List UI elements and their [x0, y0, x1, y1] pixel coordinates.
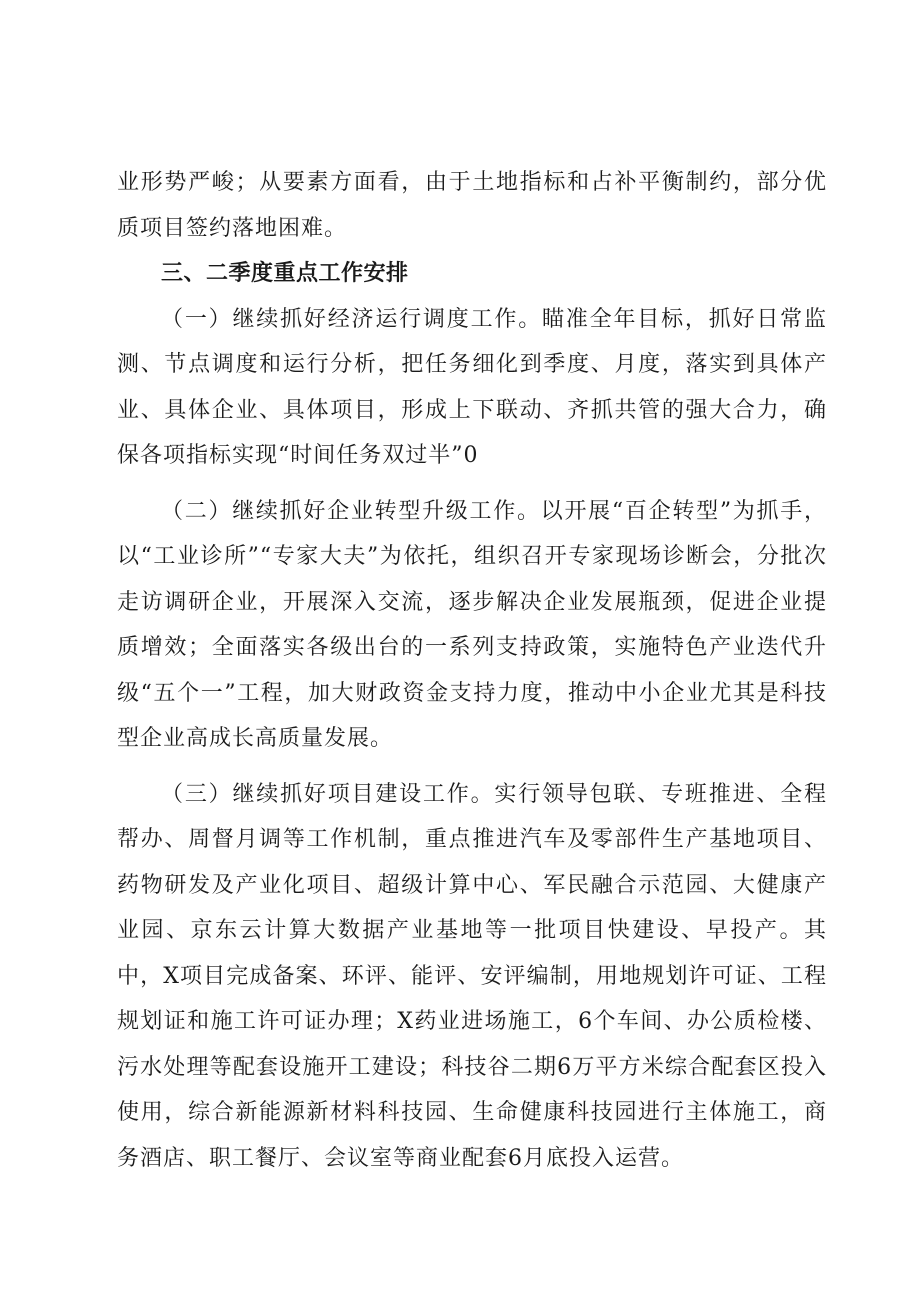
paragraph-item-2: （二）继续抓好企业转型升级工作。以开展“百企转型”为抓手，以“工业诊所”“专家大夫”为依托，组织召开专家现场诊断会，分批次走访调研企业，开展深入交流，逐步解决企业发展瓶颈，促进企业提质增效；全面落实各级出台的一系列支持政策，实施特色产业迭代升级“五个一”工程，加大财政资金支持力度，推动中小企业尤其是科技型企业高成长高质量发展。: [117, 498, 827, 751]
document-body: [117, 160, 827, 1181]
paragraph-item-3: （三）继续抓好项目建设工作。实行领导包联、专班推进、全程帮办、周督月调等工作机制，重点推进汽车及零部件生产基地项目、药物研发及产业化项目、超级计算中心、军民融合示范园、大健康产业园、京东云计算大数据产业基地等一批项目快建设、早投产。其中，X项目完成备案、环评、能评、安评编制，用地规划许可证、工程规划证和施工许可证办理；X药业进场施工，6个车间、办公质检楼、污水处理等配套设施开工建设；科技谷二期6万平方米综合配套区投入使用，综合新能源新材料科技园、生命健康科技园进行主体施工，商务酒店、职工餐厅、会议室等商业配套6月底投入运营。: [117, 781, 827, 1171]
paragraph-item-1: （一）继续抓好经济运行调度工作。瞄准全年目标，抓好日常监测、节点调度和运行分析，把任务细化到季度、月度，落实到具体产业、具体企业、具体项目，形成上下联动、齐抓共管的强大合力，确保各项指标实现“时间任务双过半”0: [117, 306, 827, 468]
paragraph-continued: 业形势严峻；从要素方面看，由于土地指标和占补平衡制约，部分优质项目签约落地困难。: [117, 170, 827, 241]
paragraph-gap: [117, 762, 827, 772]
section-heading: 三、二季度重点工作安排: [161, 261, 409, 286]
paragraph-gap: [117, 479, 827, 489]
